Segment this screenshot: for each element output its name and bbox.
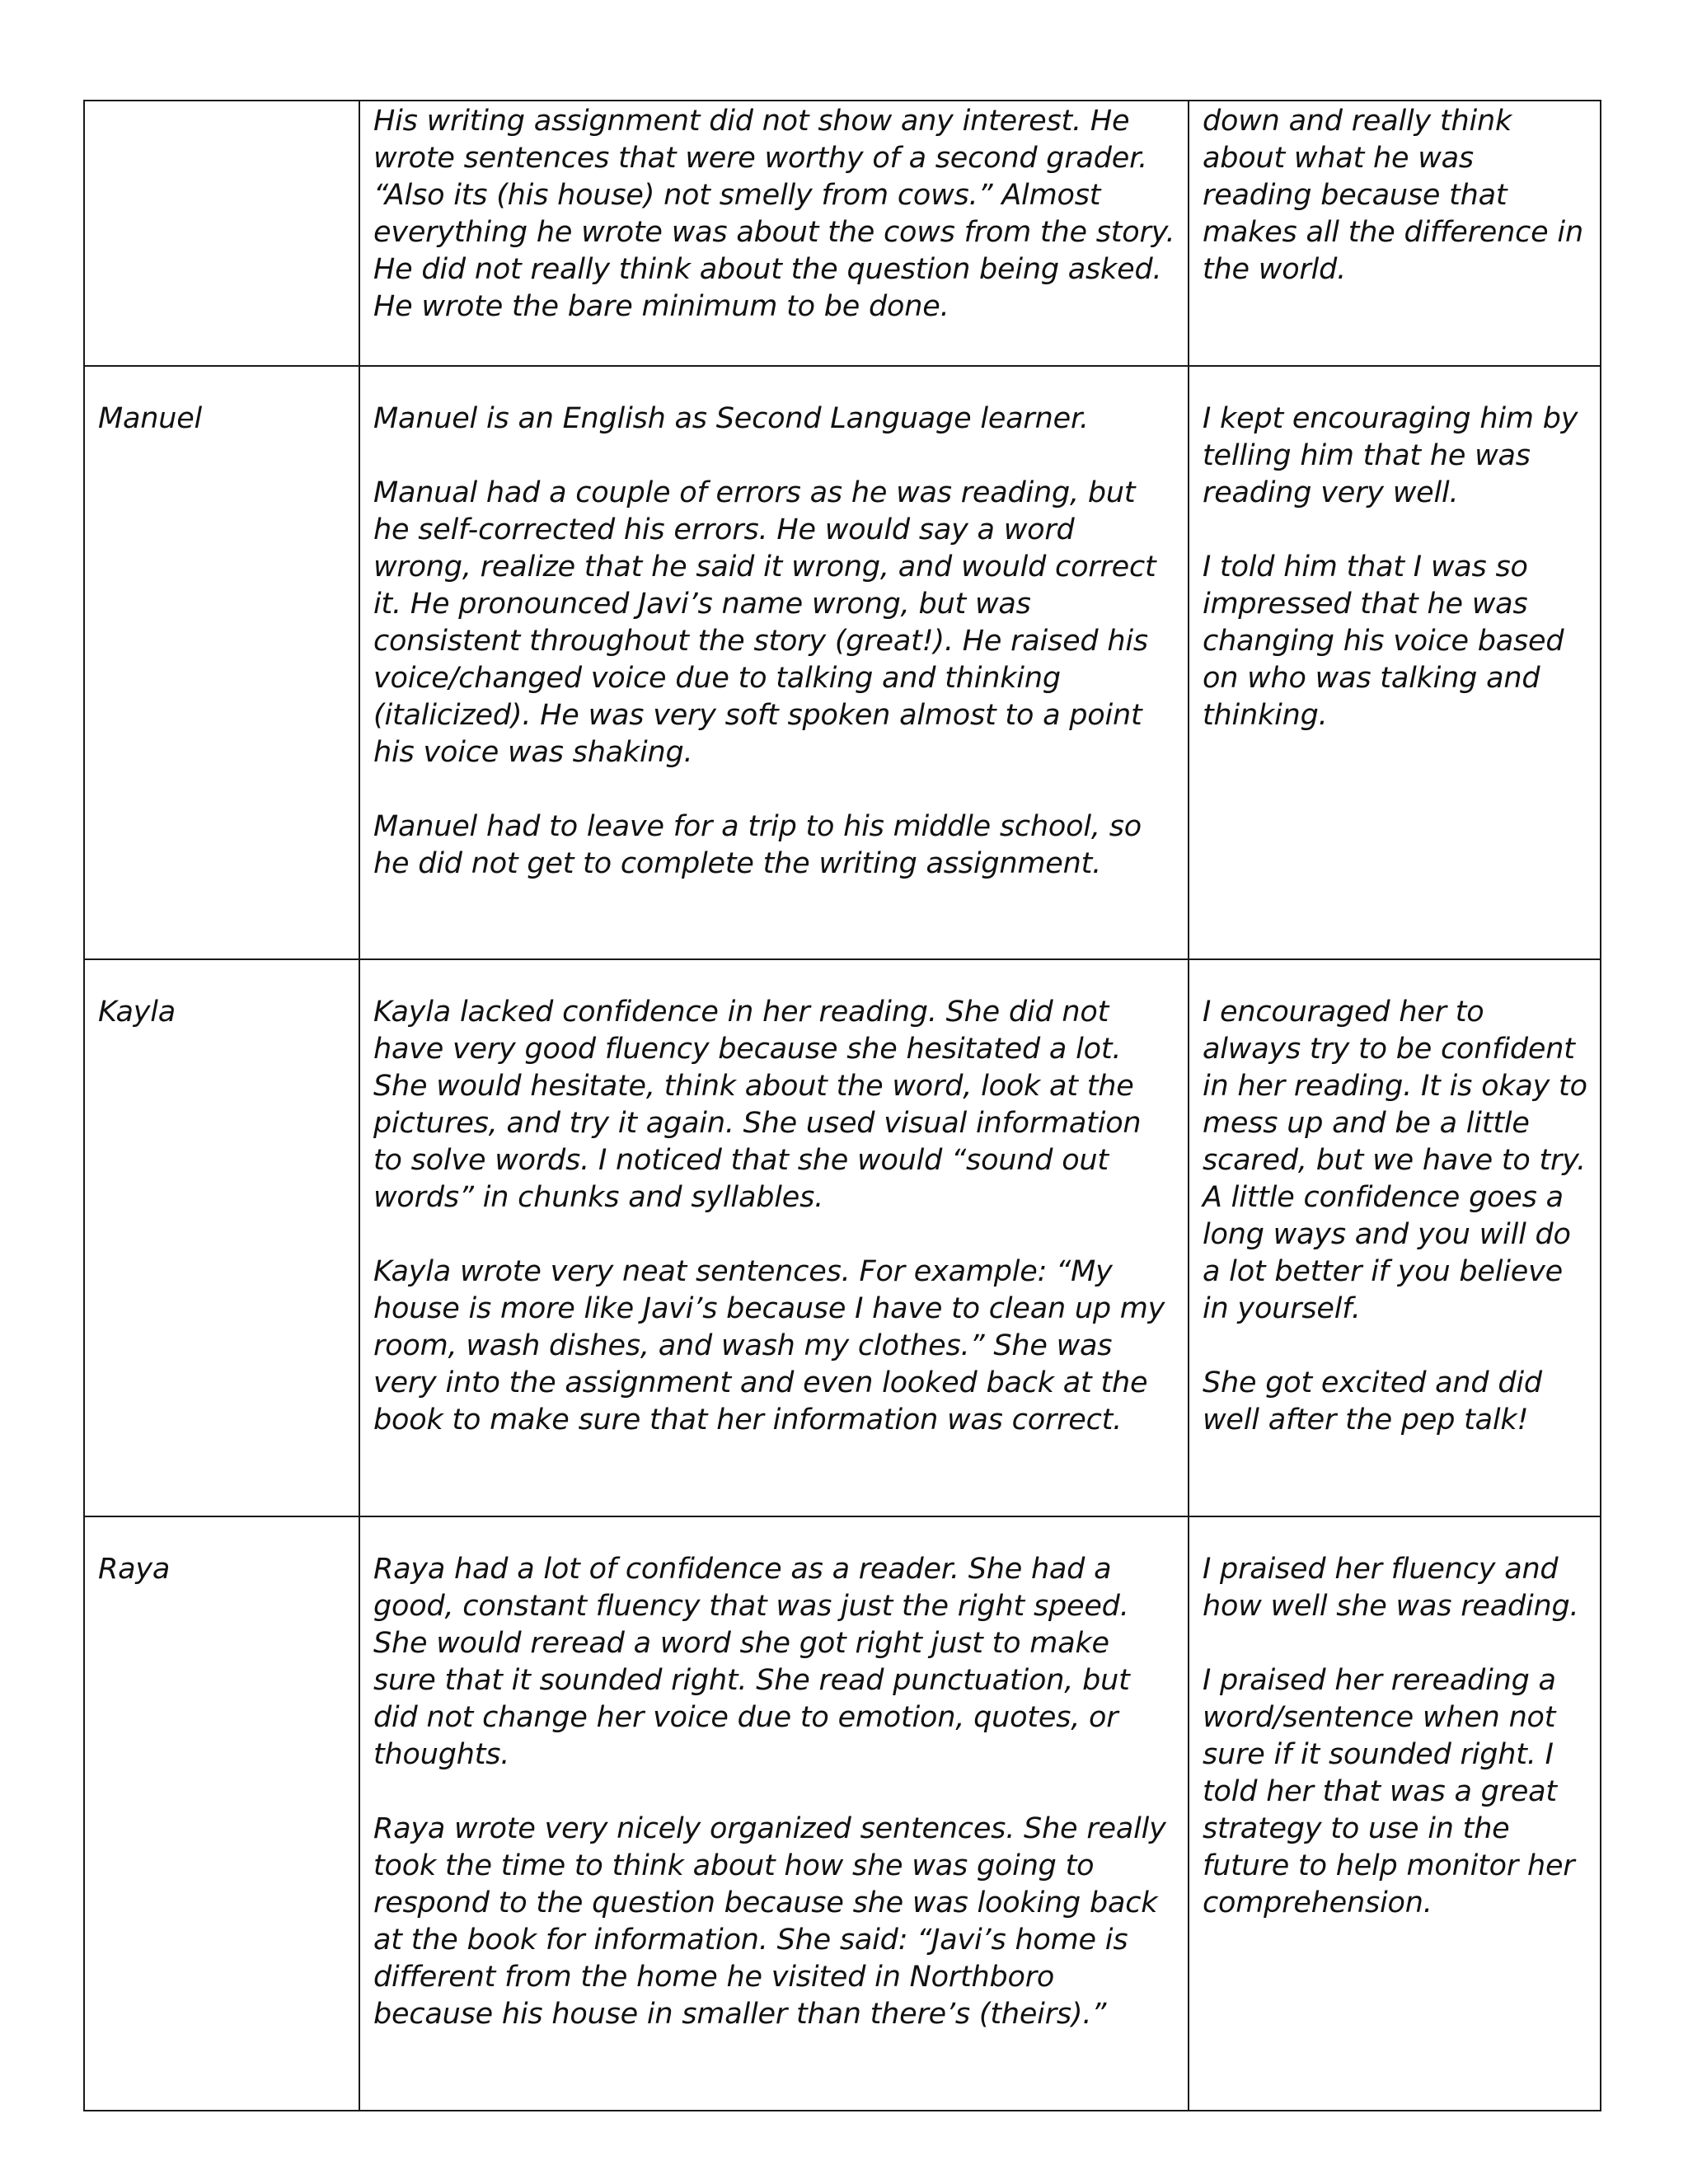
feedback-paragraph: She got excited and did well after the pep talk!	[1203, 1366, 1542, 1436]
table-row	[84, 101, 1601, 366]
observation-paragraph: Raya wrote very nicely organized sentences. She really took the time to think about how she was going to respond to the question because she was looking back at the book for information. She said: “Javi’s home is different from the home he visited in Northboro because his house in smaller than there’s (theirs).”	[373, 1812, 1166, 2031]
feedback-cell	[1189, 101, 1601, 366]
feedback-paragraph: I praised her fluency and how well she was reading.	[1203, 1553, 1579, 1623]
student-notes-table	[83, 100, 1601, 2111]
observation-paragraph: Kayla lacked confidence in her reading. She did not have very good fluency because she hesitated a lot. She would hesitate, think about the word, look at the pictures, and try it again. She used visual information to solve words. I noticed that she would “sound out words” in chunks and syllables.	[373, 996, 1142, 1214]
observation-cell	[359, 959, 1189, 1516]
observation-cell	[359, 101, 1189, 366]
observation-paragraph: Manual had a couple of errors as he was reading, but he self-corrected his errors. He would say a word wrong, realize that he said it wrong, and would correct it. He pronounced Javi’s name wrong, but was consistent throughout the story (great!). He raised his voice/changed voice due to talking and thinking (italicized). He was very soft spoken almost to a point his voice was shaking.	[373, 476, 1156, 769]
feedback-paragraph: I encouraged her to always try to be confident in her reading. It is okay to mess up and be a little scared, but we have to try. A little confidence goes a long ways and you will do a lot better if you believe in yourself.	[1203, 996, 1587, 1325]
observation-paragraph: His writing assignment did not show any interest. He wrote sentences that were worthy of a second grader. “Also its (his house) not smelly from cows.” Almost everything he wrote was about the cows from the story. He did not really think about the question being asked. He wrote the bare minimum to be done.	[373, 105, 1175, 323]
feedback-paragraph: down and really think about what he was reading because that makes all the difference in the world.	[1203, 105, 1583, 286]
table-row	[84, 366, 1601, 959]
observation-paragraph: Kayla wrote very neat sentences. For example: “My house is more like Javi’s because I have to clean up my room, wash dishes, and wash my clothes.” She was very into the assignment and even looked back at the book to make sure that her information was correct.	[373, 1255, 1165, 1436]
table-row	[84, 1516, 1601, 2111]
feedback-cell	[1189, 366, 1601, 959]
student-name-cell	[84, 101, 359, 366]
table-row	[84, 959, 1601, 1516]
student-name-cell: Kayla	[84, 959, 359, 1516]
feedback-cell	[1189, 959, 1601, 1516]
observation-cell	[359, 366, 1189, 959]
observation-paragraph: Raya had a lot of confidence as a reader. She had a good, constant fluency that was just the right speed. She would reread a word she got right just to make sure that it sounded right. She read punctuation, but did not change her voice due to emotion, quotes, or thoughts.	[373, 1553, 1130, 1771]
feedback-paragraph: I told him that I was so impressed that he was changing his voice based on who was talking and thinking.	[1203, 551, 1564, 732]
student-name-cell: Manuel	[84, 366, 359, 959]
observation-paragraph: Manuel had to leave for a trip to his middle school, so he did not get to complete the writing assignment.	[373, 810, 1142, 880]
student-name-cell: Raya	[84, 1516, 359, 2111]
observation-paragraph: Manuel is an English as Second Language learner.	[373, 402, 1089, 435]
feedback-cell	[1189, 1516, 1601, 2111]
observation-cell	[359, 1516, 1189, 2111]
feedback-paragraph: I kept encouraging him by telling him that he was reading very well.	[1203, 402, 1578, 509]
feedback-paragraph: I praised her rereading a word/sentence when not sure if it sounded right. I told her that was a great strategy to use in the future to help monitor her comprehension.	[1203, 1664, 1575, 1919]
